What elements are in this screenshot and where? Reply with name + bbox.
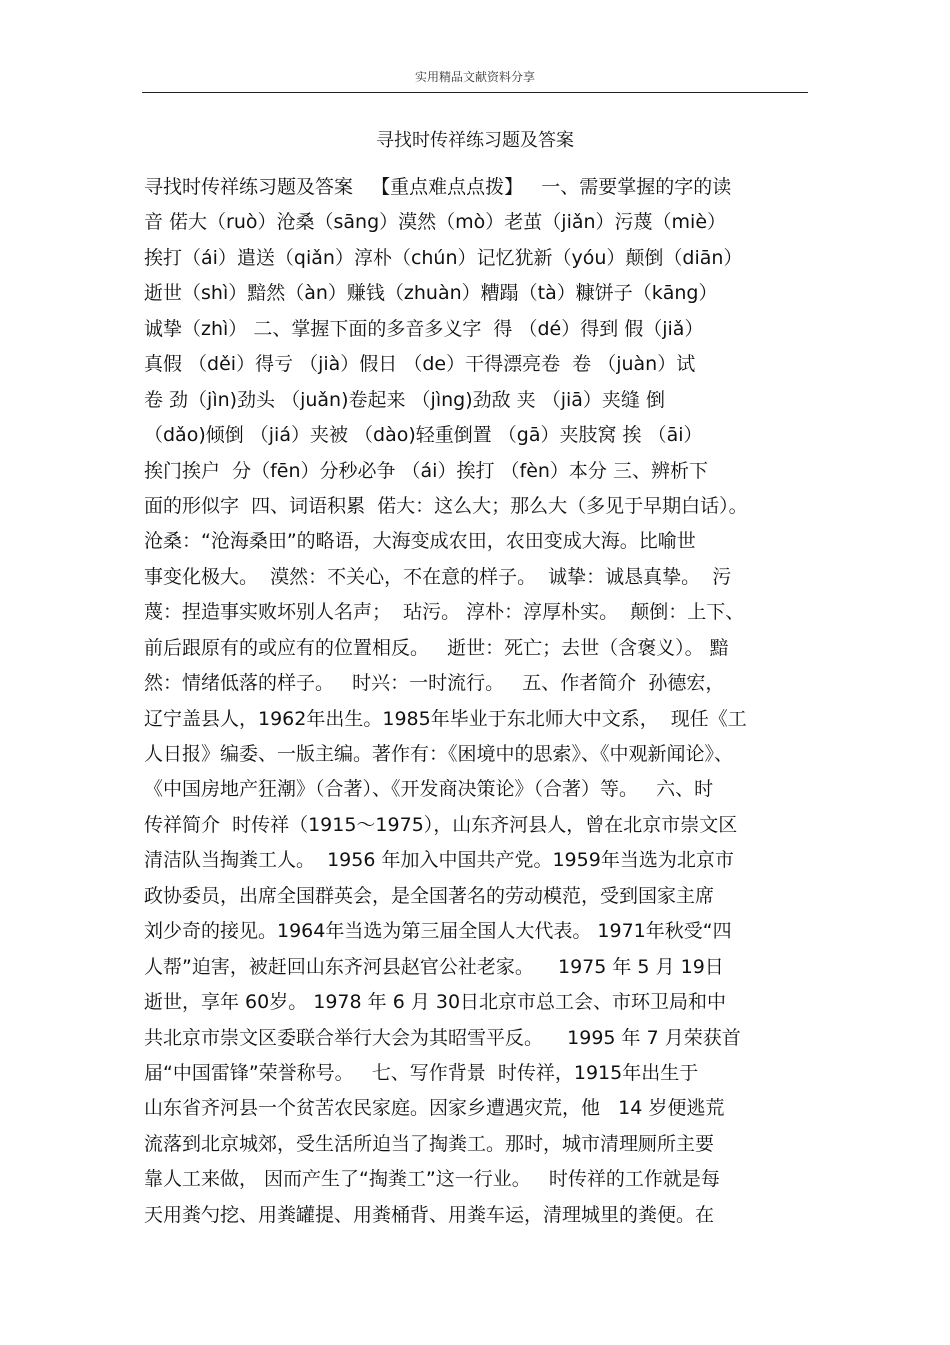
body-line: 刘少奇的接见。1964年当选为第三届全国人大代表。 1971年秋受“四 — [144, 920, 732, 943]
body-line: 挨门挨户 分（fēn）分秒必争 （ái）挨打 （fèn）本分 三、辨析下 — [144, 459, 708, 482]
body-line: 蔑：捏造事实败坏别人名声； 玷污。 淳朴：淳厚朴实。 颠倒：上下、 — [144, 601, 745, 624]
body-line: 逝世，享年 60岁。 1978 年 6 月 30日北京市总工会、市环卫局和中 — [144, 991, 727, 1014]
body-line: 靠人工来做， 因而产生了“掏粪工”这一行业。 时传祥的工作就是每 — [144, 1168, 720, 1191]
body-line: 流落到北京城郊，受生活所迫当了掏粪工。那时，城市清理厕所主要 — [144, 1132, 715, 1155]
page-header — [142, 62, 808, 93]
body-line: 传祥简介 时传祥（1915～1975），山东齐河县人，曾在北京市崇文区 — [144, 813, 738, 836]
body-line: 面的形似字 四、词语积累 偌大：这么大；那么大（多见于早期白话）。 — [144, 494, 748, 517]
body-line: 辽宁盖县人，1962年出生。1985年毕业于东北师大中文系， 现任《工 — [144, 707, 747, 730]
body-line: 挨打（ái）遣送（qiǎn）淳朴（chún）记忆犹新（yóu）颠倒（diān） — [144, 246, 743, 269]
body-line: 然：情绪低落的样子。 时兴：一时流行。 五、作者简介 孙德宏， — [144, 672, 725, 695]
body-line: 天用粪勺挖、用粪罐提、用粪桶背、用粪车运，清理城里的粪便。在 — [144, 1203, 715, 1226]
body-line: 共北京市崇文区委联合举行大会为其昭雪平反。 1995 年 7 月荣获首 — [144, 1026, 741, 1049]
body-line: 事变化极大。 漠然：不关心，不在意的样子。 诚挚：诚恳真挚。 污 — [144, 565, 732, 588]
body-line: 寻找时传祥练习题及答案 【重点难点点拨】 一、需要掌握的字的读 — [144, 176, 732, 198]
body-line: 音 偌大（ruò）沧桑（sāng）漠然（mò）老茧（jiǎn）污蔑（miè） — [144, 211, 727, 234]
body-line: 人帮”迫害，被赶回山东齐河县赵官公社老家。 1975 年 5 月 19日 — [144, 955, 724, 978]
header-text: 实用精品文献资料分享 — [414, 70, 535, 84]
body-line: 沧桑：“沧海桑田”的略语，大海变成农田，农田变成大海。比喻世 — [144, 530, 696, 553]
body-line: 人日报》编委、一版主编。著作有：《困境中的思索》、《中观新闻论》、 — [144, 743, 734, 765]
body-line: （dǎo)倾倒 （jiá）夹被 （dào)轻重倒置 （gā）夹肢窝 挨 （āi） — [144, 424, 703, 447]
body-line: 山东省齐河县一个贫苦农民家庭。因家乡遭遇灾荒，他 14 岁便逃荒 — [144, 1097, 725, 1120]
document-title: 寻找时传祥练习题及答案 — [376, 130, 574, 151]
body-line: 清洁队当掏粪工人。 1956 年加入中国共产党。1959年当选为北京市 — [144, 849, 734, 872]
body-line: 前后跟原有的或应有的位置相反。 逝世：死亡；去世（含褒义）。 黯 — [144, 636, 729, 659]
body-line: 《中国房地产狂潮》（合著）、《开发商决策论》（合著）等。 六、时 — [144, 778, 714, 801]
body-line: 诚挚（zhì） 二、掌握下面的多音多义字 得 （dé）得到 假（jiǎ） — [144, 317, 704, 340]
document-body — [144, 170, 814, 1233]
body-line: 政协委员，出席全国群英会，是全国著名的劳动模范，受到国家主席 — [144, 884, 715, 907]
body-line: 届“中国雷锋”荣誉称号。 七、写作背景 时传祥，1915年出生于 — [144, 1061, 699, 1084]
body-line: 逝世（shì）黯然（àn）赚钱（zhuàn）糟蹋（tà）糠饼子（kāng） — [144, 282, 718, 305]
body-line: 卷 劲（jìn)劲头 （juǎn)卷起来 （jìng)劲敌 夹 （jiā）夹缝 倒 — [144, 388, 665, 411]
body-line: 真假 （děi）得亏 （jià）假日 （de）干得漂亮卷 卷 （juàn）试 — [144, 353, 696, 376]
